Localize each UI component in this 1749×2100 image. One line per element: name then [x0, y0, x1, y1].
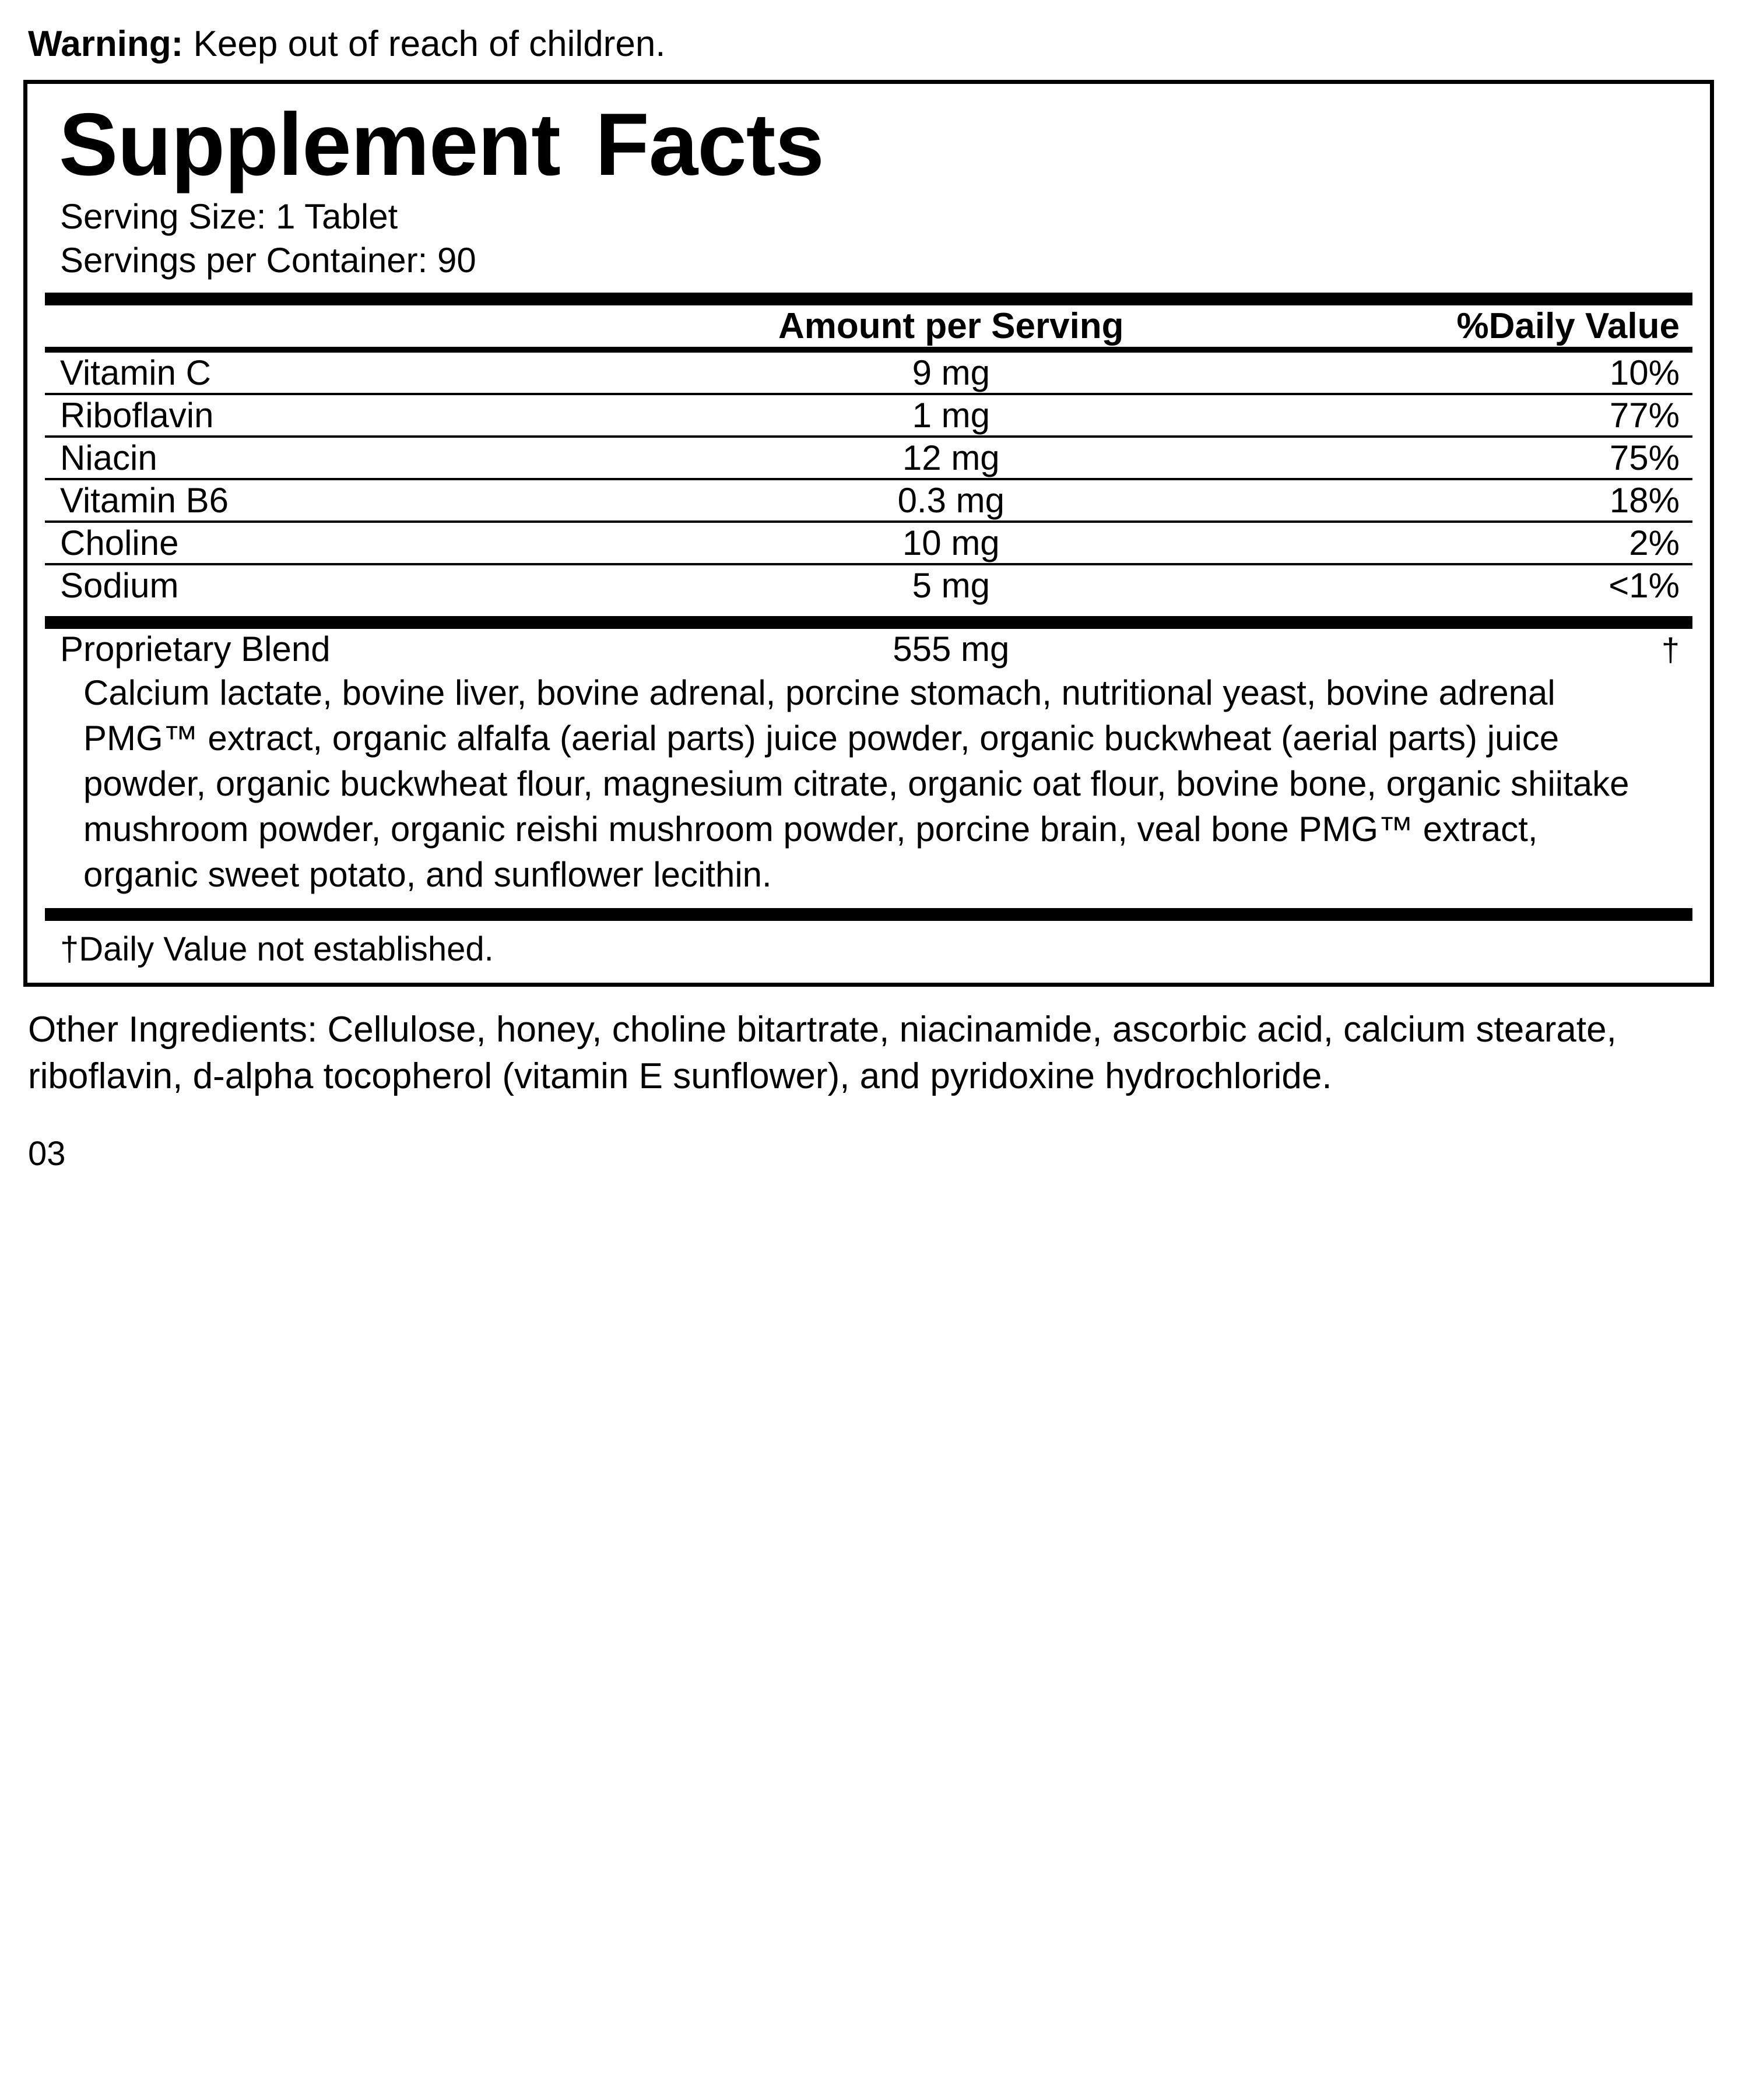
nutrient-name: Vitamin B6 — [60, 481, 229, 520]
nutrient-amount: 10 mg — [902, 523, 1000, 563]
table-row — [45, 629, 1692, 669]
table-row — [45, 523, 1692, 563]
nutrient-name: Niacin — [60, 438, 157, 478]
nutrient-name: Sodium — [60, 566, 179, 606]
nutrient-name: Vitamin C — [60, 353, 211, 393]
nutrient-dv: 75% — [1609, 438, 1680, 478]
table-row — [45, 565, 1692, 606]
proprietary-blend-row — [45, 629, 1692, 669]
warning-text: Keep out of reach of children. — [183, 24, 666, 64]
servings-per-container: Servings per Container: 90 — [60, 241, 476, 280]
serving-size: Serving Size: 1 Tablet — [60, 197, 398, 237]
table-row — [45, 480, 1692, 520]
blend-name: Proprietary Blend — [60, 629, 331, 669]
table-row — [45, 395, 1692, 435]
nutrient-dv: 10% — [1609, 353, 1680, 393]
table-header-row — [45, 305, 1692, 347]
nutrient-dv: 77% — [1609, 396, 1680, 435]
rule-top-thick — [45, 293, 1692, 305]
warning-label: Warning: — [28, 24, 184, 64]
warning-line — [28, 23, 1726, 65]
nutrient-dv: 2% — [1629, 523, 1680, 563]
blend-ingredients: Calcium lactate, bovine liver, bovine adrenal, porcine stomach, nutritional yeast, bovine adrenal PMG™ extract, organic alfalfa (aerial parts) juice powder, organic buckwheat (aerial parts) juice powder, organic buckwheat flour, magnesium citrate, organic oat flour, bovine bone, organic shiitake mushroom powder, organic reishi mushroom powder, porcine brain, veal bone PMG™ extract, organic sweet potato, and sunflower lecithin. — [83, 673, 1629, 895]
nutrient-name: Riboflavin — [60, 396, 214, 435]
header-nutrient — [45, 305, 671, 347]
rule-after-blend — [45, 908, 1692, 921]
panel-title-word-2: Facts — [595, 95, 824, 195]
blend-amount: 555 mg — [893, 629, 1010, 669]
panel-title-word-1: Supplement — [59, 95, 560, 195]
table-row — [45, 353, 1692, 393]
nutrition-table — [45, 305, 1692, 347]
nutrient-amount: 5 mg — [912, 566, 990, 606]
nutrient-amount: 0.3 mg — [897, 481, 1005, 520]
header-daily-value: %Daily Value — [1456, 306, 1680, 347]
header-amount-per-serving: Amount per Serving — [778, 306, 1124, 347]
panel-title — [59, 95, 1692, 195]
nutrient-dv: 18% — [1609, 481, 1680, 520]
table-row — [45, 438, 1692, 478]
nutrient-dv: <1% — [1608, 566, 1680, 606]
nutrient-rows — [45, 353, 1692, 606]
daily-value-footnote: †Daily Value not established. — [60, 930, 494, 969]
nutrient-name: Choline — [60, 523, 179, 563]
other-ingredients: Other Ingredients: Cellulose, honey, choline bitartrate, niacinamide, ascorbic acid, calcium stearate, riboflavin, d-alpha tocopherol (vitamin E sunflower), and pyridoxine hydrochloride. — [28, 1009, 1617, 1097]
supplement-facts-panel — [23, 80, 1714, 987]
rule-header-bottom — [45, 347, 1692, 353]
nutrient-amount: 9 mg — [912, 353, 990, 393]
nutrient-amount: 12 mg — [902, 438, 1000, 478]
rule-before-blend — [45, 616, 1692, 629]
label-code: 03 — [28, 1135, 66, 1173]
blend-dv: † — [1661, 631, 1680, 669]
nutrient-amount: 1 mg — [912, 396, 990, 435]
